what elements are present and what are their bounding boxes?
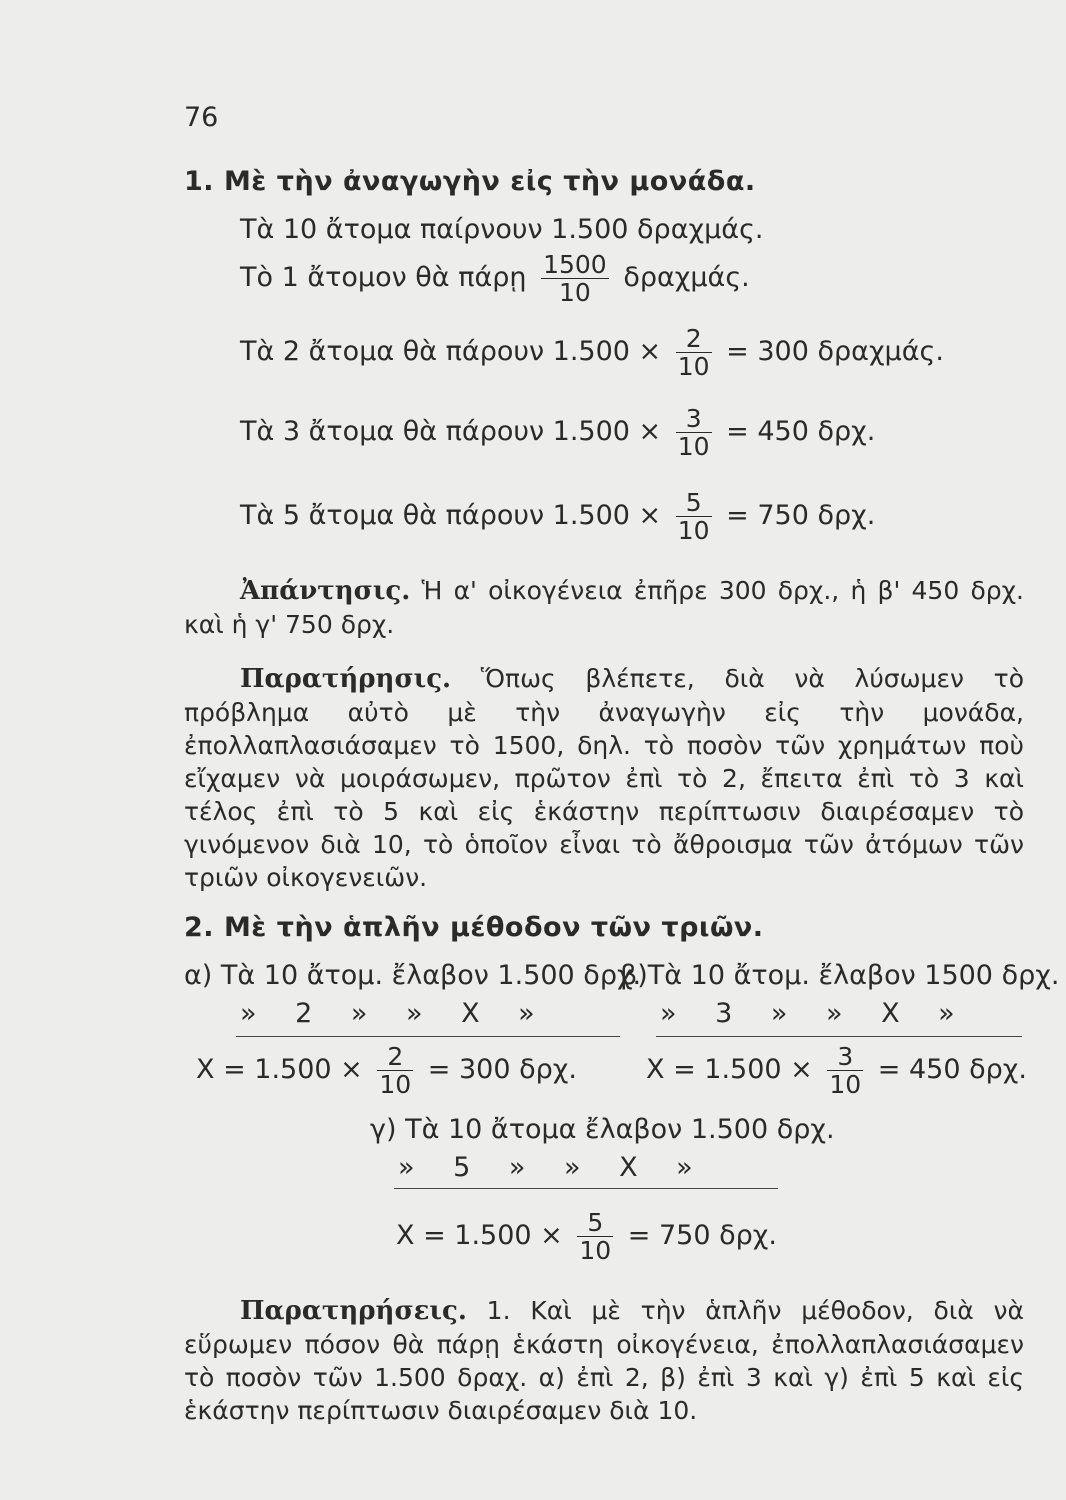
denominator: 10 <box>579 1236 612 1265</box>
note-text: Ὅπως βλέπετε, διὰ νὰ λύσωμεν τὸ πρόβλημα αὐτὸ μὲ τὴν ἀναγωγὴν εἰς τὴν μονάδα, ἐπολλαπλασιάσαμεν τὸ 1500, δηλ. τὸ ποσὸν τῶν χρημάτων ποὺ εἴχαμεν νὰ μοιράσωμεν, πρῶτον ἐπὶ τὸ 2, ἔπειτα ἐπὶ τὸ 3 καὶ τέλος ἐπὶ τὸ 5 καὶ εἰς ἑκάστην περίπτωσιν διαιρέσαμεν τὸ γινόμενον διὰ 10, τὸ ὁποῖον εἶναι τὸ ἄθροισμα τῶν ἀτόμων τῶν τριῶν οἰκογενειῶν. <box>184 664 1024 892</box>
s2-a-line-2: » 2 » » X » <box>240 998 535 1029</box>
answer-text: Ἡ α' οἰκογένεια ἐπῆρε 300 δρχ., ἡ β' 450 δρχ. καὶ ἡ γ' 750 δρχ. <box>184 576 1024 639</box>
s1-note <box>184 662 1024 894</box>
s2-c-line-2: » 5 » » X » <box>398 1152 693 1183</box>
s2-b-result-text: X = 1.500 × <box>646 1054 813 1085</box>
answer-label: Ἀπάντησις. <box>240 576 411 606</box>
fraction <box>377 1044 413 1097</box>
denominator: 10 <box>677 352 710 381</box>
s2-c-line-1: γ) Τὰ 10 ἄτομα ἔλαβον 1.500 δρχ. <box>370 1114 835 1145</box>
s2-a-result <box>196 1044 577 1097</box>
divider-c <box>394 1188 778 1189</box>
s1-line-1: Τὰ 10 ἄτομα παίρνουν 1.500 δραχμάς. <box>240 214 764 245</box>
page-number: 76 <box>184 102 219 133</box>
denominator: 10 <box>379 1070 412 1099</box>
s1-line-2-tail: δραχμάς. <box>623 262 750 293</box>
s1-line-4-tail: = 450 δρχ. <box>726 416 876 447</box>
fraction <box>541 252 609 305</box>
s2-b-result <box>646 1044 1027 1097</box>
numerator: 1500 <box>543 250 607 279</box>
s2-b-line-2: » 3 » » X » <box>660 998 955 1029</box>
fraction <box>676 490 712 543</box>
s1-answer <box>184 574 1024 641</box>
divider-b <box>656 1036 1022 1037</box>
numerator: 5 <box>685 488 702 517</box>
denominator: 10 <box>677 432 710 461</box>
s1-line-3 <box>240 326 944 379</box>
s1-line-3-text: Τὰ 2 ἄτομα θὰ πάρουν 1.500 × <box>240 336 662 367</box>
divider-a <box>236 1036 620 1037</box>
fraction <box>577 1210 613 1263</box>
s1-line-2 <box>240 252 750 305</box>
numerator: 2 <box>387 1042 404 1071</box>
numerator: 3 <box>837 1042 854 1071</box>
s1-line-5 <box>240 490 875 543</box>
fraction <box>676 406 712 459</box>
numerator: 5 <box>587 1208 604 1237</box>
s2-a-line-1: α) Τὰ 10 ἄτομ. ἔλαβον 1.500 δρχ. <box>184 960 642 991</box>
fraction <box>827 1044 863 1097</box>
s2-a-result-tail: = 300 δρχ. <box>427 1054 577 1085</box>
s1-line-3-tail: = 300 δραχμάς. <box>726 336 944 367</box>
fraction <box>676 326 712 379</box>
denominator: 10 <box>541 278 609 305</box>
s2-a-result-text: X = 1.500 × <box>196 1054 363 1085</box>
section-1-heading: 1. Μὲ τὴν ἀναγωγὴν εἰς τὴν μονάδα. <box>184 166 756 197</box>
denominator: 10 <box>677 516 710 545</box>
s1-line-2-text: Τὸ 1 ἄτομον θὰ πάρῃ <box>240 262 527 293</box>
section-2-heading: 2. Μὲ τὴν ἁπλῆν μέθοδον τῶν τριῶν. <box>184 912 764 943</box>
numerator: 2 <box>685 324 702 353</box>
numerator: 3 <box>685 404 702 433</box>
s2-c-result-text: X = 1.500 × <box>396 1220 563 1251</box>
s2-c-result <box>396 1210 777 1263</box>
s2-c-result-tail: = 750 δρχ. <box>627 1220 777 1251</box>
s1-line-5-tail: = 750 δρχ. <box>726 500 876 531</box>
note-label: Παρατηρήσεις. <box>240 1296 467 1326</box>
note-label: Παρατήρησις. <box>240 664 452 694</box>
s2-b-line-1: β)Τὰ 10 ἄτομ. ἔλαβον 1500 δρχ. <box>620 960 1060 991</box>
s1-line-4-text: Τὰ 3 ἄτομα θὰ πάρουν 1.500 × <box>240 416 662 447</box>
note-text: 1. Καὶ μὲ τὴν ἁπλῆν μέθοδον, διὰ νὰ εὕρωμεν πόσον θὰ πάρῃ ἑκάστη οἰκογένεια, ἐπολλαπλασιάσαμεν τὸ ποσὸν τῶν 1.500 δραχ. α) ἐπὶ 2, β) ἐπὶ 3 καὶ γ) ἐπὶ 5 καὶ εἰς ἑκάστην περίπτωσιν διαιρέσαμεν διὰ 10. <box>184 1296 1024 1425</box>
s2-b-result-tail: = 450 δρχ. <box>877 1054 1027 1085</box>
denominator: 10 <box>829 1070 862 1099</box>
s1-line-4 <box>240 406 875 459</box>
s2-note <box>184 1294 1024 1427</box>
s1-line-5-text: Τὰ 5 ἄτομα θὰ πάρουν 1.500 × <box>240 500 662 531</box>
